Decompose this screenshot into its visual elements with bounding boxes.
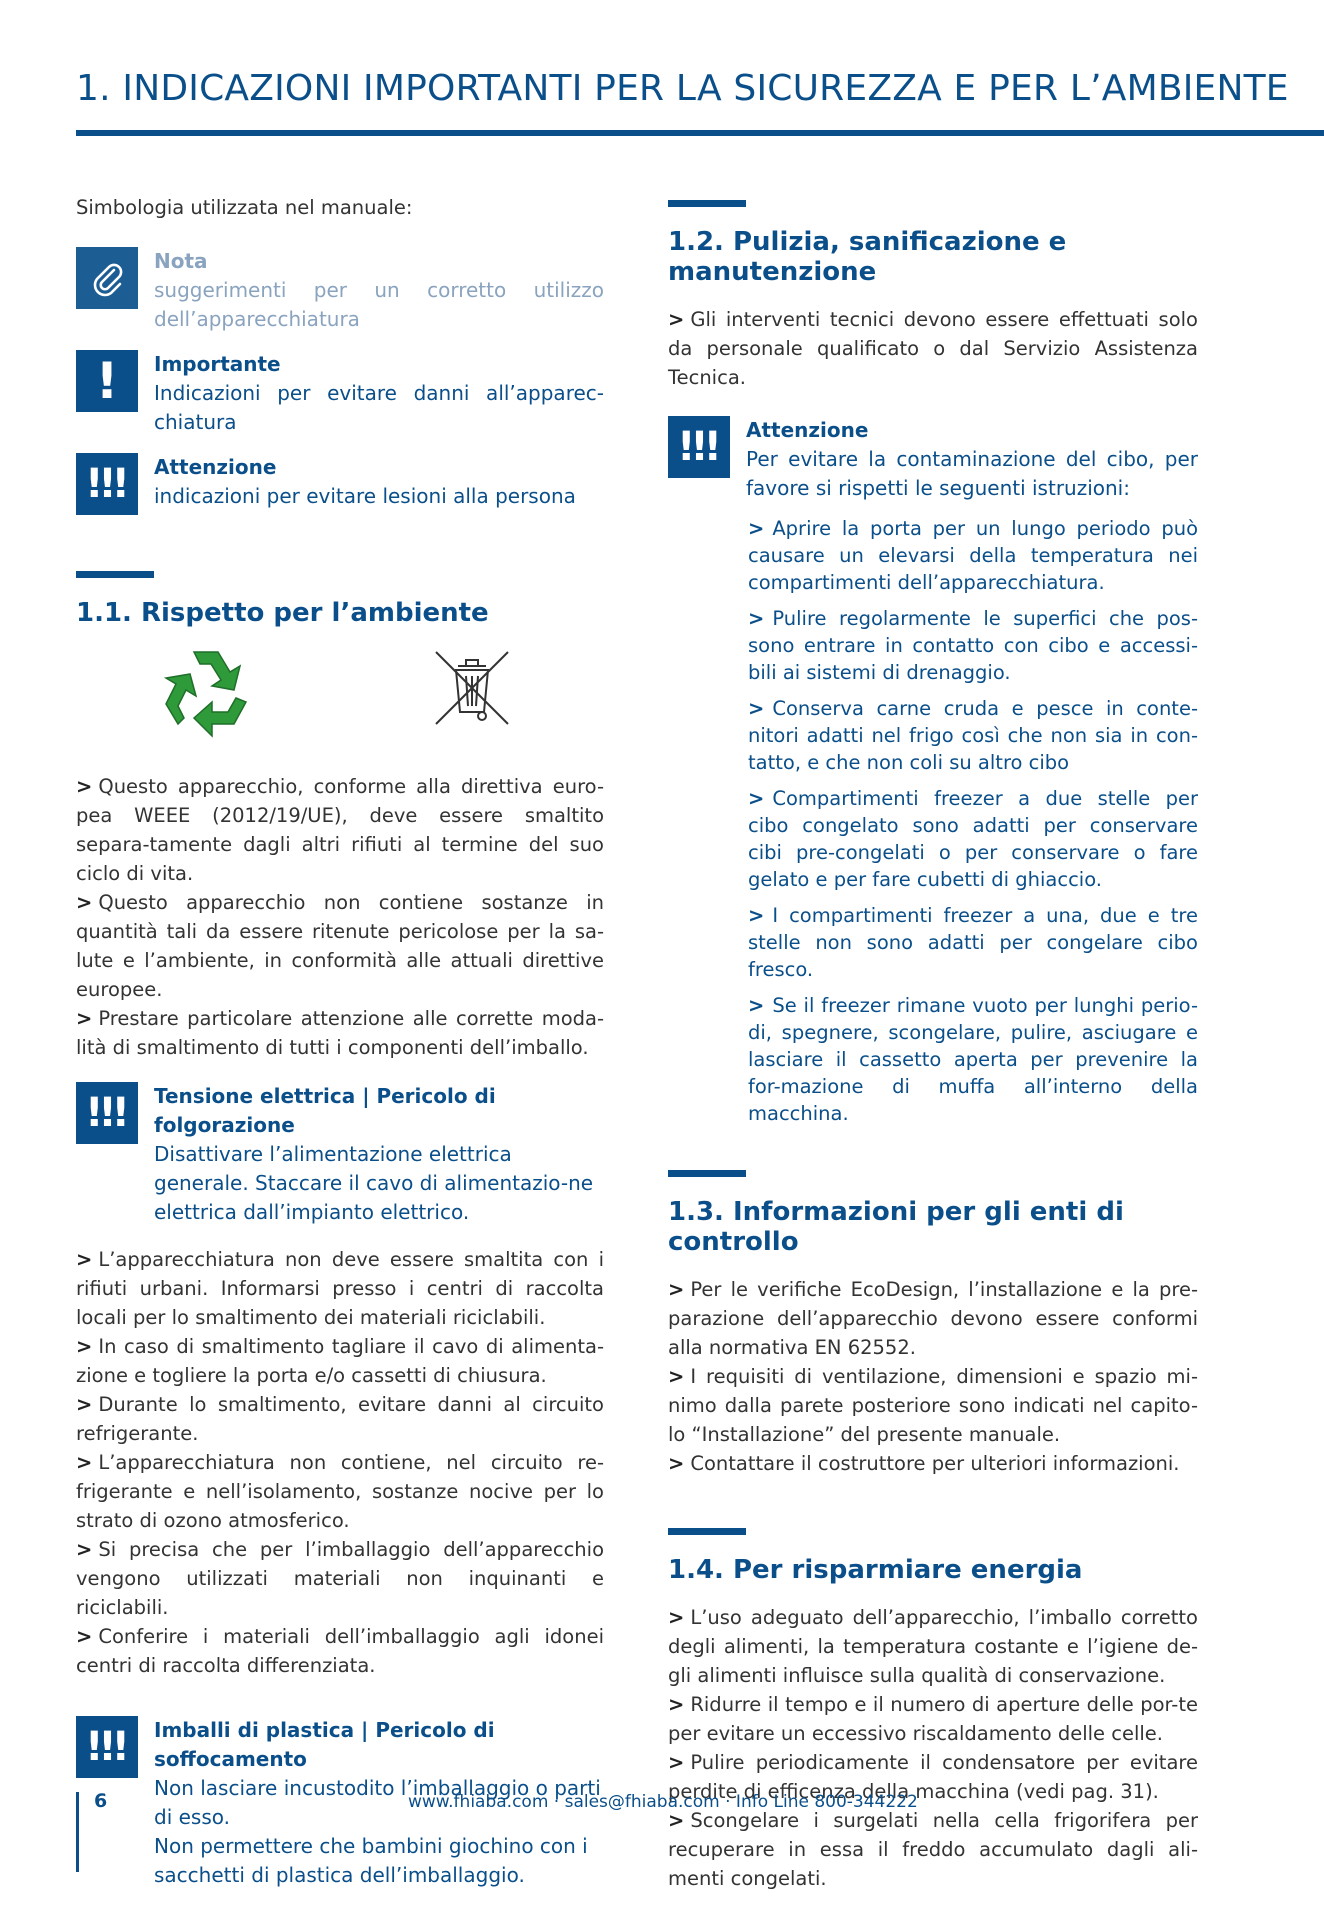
paragraph: > Ridurre il tempo e il numero di aperture delle por-te per evitare un eccessivo riscaldamento delle celle.: [668, 1693, 1198, 1745]
paperclip-icon: [76, 247, 138, 309]
title-rule: [76, 130, 1324, 136]
paragraph: > Contattare il costruttore per ulteriori informazioni.: [668, 1452, 1180, 1475]
footer-rule: [76, 1792, 79, 1872]
paragraph: > Questo apparecchio, conforme alla direttiva euro-pea WEEE (2012/19/UE), deve essere smaltito separa-tamente dagli altri rifiuti al termine del suo ciclo di vita.: [76, 775, 604, 885]
paragraph: > Prestare particolare attenzione alle corrette moda-lità di smaltimento di tutti i componenti dell’imballo.: [76, 1007, 604, 1059]
section-title-1-2: 1.2. Pulizia, sanificazione e manutenzione: [668, 227, 1067, 287]
importante-text: Indicazioni per evitare danni all’apparec-chiatura: [154, 381, 604, 434]
paragraph: > Si precisa che per l’imballaggio dell’apparecchio vengono utilizzati materiali non inquinanti e riciclabili.: [76, 1538, 604, 1619]
section-title-1-1: 1.1. Rispetto per l’ambiente: [76, 598, 489, 628]
footer-contacts: www.fhiaba.com · sales@fhiaba.com · Info Line 800-344222: [408, 1792, 918, 1812]
alert-head: Tensione elettrica | Pericolo di folgorazione: [154, 1084, 496, 1137]
section-title-1-4: 1.4. Per risparmiare energia: [668, 1555, 1083, 1585]
paragraph: > Pulire periodicamente il condensatore per evitare perdite di efficenza della macchina (vedi pag. 31).: [668, 1751, 1198, 1803]
nota-head: Nota: [154, 249, 208, 273]
attenzione-head: Attenzione: [154, 455, 277, 479]
alert-text: Disattivare l’alimentazione elettrica generale. Staccare il cavo di alimentazio-ne elettrica dall’impianto elettrico.: [154, 1142, 594, 1224]
paragraph: > Gli interventi tecnici devono essere effettuati solo da personale qualificato o dal Servizio Assistenza Tecnica.: [668, 308, 1198, 389]
alert-head: Attenzione: [746, 418, 869, 442]
list-item: > Compartimenti freezer a due stelle per cibo congelato sono adatti per conservare cibi pre-congelati o per conservare o fare gelato e per fare cubetti di ghiaccio.: [748, 787, 1198, 891]
importante-head: Importante: [154, 352, 281, 376]
alert-attenzione: [668, 416, 1198, 503]
paragraph: > I requisiti di ventilazione, dimensioni e spazio mi-nimo dalla parete posteriore sono indicati nel capito-lo “Installazione” del presente manuale.: [668, 1365, 1198, 1446]
instruction-list: [748, 515, 1198, 1127]
list-item: > Se il freezer rimane vuoto per lunghi perio-di, spegnere, scongelare, pulire, asciugare e lasciare il cassetto aperta per prevenire la for-mazione di muffa all’interno della macchina.: [748, 994, 1198, 1125]
symbols-intro: Simbologia utilizzata nel manuale:: [76, 196, 413, 219]
paragraph: > Scongelare i surgelati nella cella frigorifera per recuperare in essa il freddo accumulato dagli ali-menti congelati.: [668, 1809, 1198, 1890]
section-bar: [668, 1170, 746, 1177]
alert-head: Imballi di plastica | Pericolo di soffocamento: [154, 1718, 495, 1771]
symbol-nota: [76, 247, 604, 334]
list-item: > Pulire regolarmente le superfici che pos-sono entrare in contatto con cibo e accessi-bili ai sistemi di drenaggio.: [748, 607, 1198, 684]
section-bar: [668, 1528, 746, 1535]
exclamation-icon: !: [76, 350, 138, 412]
section-bar: [76, 571, 154, 578]
paragraph: > Durante lo smaltimento, evitare danni al circuito refrigerante.: [76, 1393, 604, 1445]
symbol-importante: [76, 350, 604, 437]
nota-text: suggerimenti per un corretto utilizzo dell’apparecchiatura: [154, 278, 604, 331]
list-item: > Aprire la porta per un lungo periodo può causare un elevarsi della temperatura nei compartimenti dell’apparecchiatura.: [748, 517, 1198, 594]
alert-electric: [76, 1082, 604, 1227]
right-column: [668, 196, 1198, 1893]
paragraph: > In caso di smaltimento tagliare il cavo di alimenta-zione e togliere la porta e/o cassetti di chiusura.: [76, 1335, 604, 1387]
paragraph: > Conferire i materiali dell’imballaggio agli idonei centri di raccolta differenziata.: [76, 1625, 604, 1677]
alert-text: Non permettere che bambini giochino con i sacchetti di plastica dell’imballaggio.: [154, 1834, 588, 1887]
section-bar: [668, 200, 746, 207]
weee-bin-icon: [430, 646, 514, 730]
triple-exclamation-icon: !!!: [76, 1082, 138, 1144]
paragraph: > L’uso adeguato dell’apparecchio, l’imballo corretto degli alimenti, la temperatura costante e l’igiene de-gli alimenti influisce sulla qualità di conservazione.: [668, 1606, 1198, 1687]
list-item: > I compartimenti freezer a una, due e tre stelle non sono adatti per congelare cibo fresco.: [748, 904, 1198, 981]
page-number: 6: [94, 1790, 108, 1812]
recycle-icon: [156, 646, 256, 742]
paragraph: > Questo apparecchio non contiene sostanze in quantità tali da essere ritenute pericolose per la sa-lute e l’ambiente, in conformità alle attuali direttive europee.: [76, 891, 604, 1001]
triple-exclamation-icon: !!!: [668, 416, 730, 478]
triple-exclamation-icon: !!!: [76, 1716, 138, 1778]
list-item: > Conserva carne cruda e pesce in conte-nitori adatti nel frigo così che non sia in con-tatto, e che non coli su altro cibo: [748, 697, 1198, 774]
left-column: [76, 196, 604, 1908]
paragraph: > L’apparecchiatura non deve essere smaltita con i rifiuti urbani. Informarsi presso i centri di raccolta locali per lo smaltimento dei materiali riciclabili.: [76, 1248, 604, 1329]
section-title-1-3: 1.3. Informazioni per gli enti di controllo: [668, 1197, 1124, 1257]
eco-icons: [76, 646, 604, 758]
symbol-attenzione: [76, 453, 604, 515]
paragraph: > Per le verifiche EcoDesign, l’installazione e la pre-parazione dell’apparecchio devono essere conformi alla normativa EN 62552.: [668, 1278, 1198, 1359]
alert-text: Per evitare la contaminazione del cibo, per favore si rispetti le seguenti istruzioni:: [746, 447, 1198, 500]
triple-exclamation-icon: !!!: [76, 453, 138, 515]
page-title: 1. INDICAZIONI IMPORTANTI PER LA SICUREZZA E PER L’AMBIENTE: [76, 68, 1289, 109]
paragraph: > L’apparecchiatura non contiene, nel circuito re-frigerante e nell’isolamento, sostanze nocive per lo strato di ozono atmosferico.: [76, 1451, 604, 1532]
attenzione-text: indicazioni per evitare lesioni alla persona: [154, 484, 576, 508]
alert-text: Non lasciare incustodito l’imballaggio o parti di esso.: [154, 1776, 601, 1829]
